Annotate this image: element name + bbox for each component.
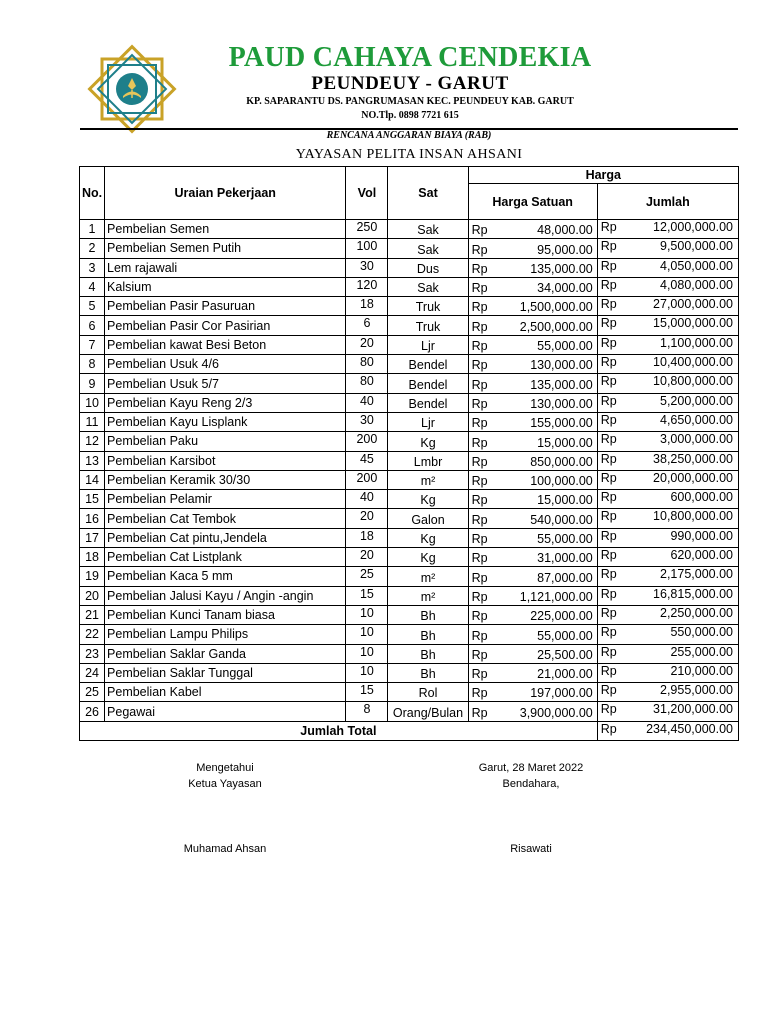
row-unit-price: 55,000.00 (490, 625, 597, 644)
row-unit: Bendel (388, 393, 468, 412)
table-row (80, 605, 739, 624)
foundation-name: YAYASAN PELITA INSAN AHSANI (295, 147, 523, 162)
row-amount: 4,050,000.00 (621, 258, 738, 277)
row-unit-price: 95,000.00 (490, 239, 597, 258)
row-amount: 990,000.00 (621, 528, 738, 547)
row-number: 21 (80, 605, 105, 624)
row-number: 4 (80, 277, 105, 296)
row-number: 18 (80, 548, 105, 567)
row-total-currency: Rp (597, 374, 621, 393)
row-amount: 2,250,000.00 (621, 605, 738, 624)
row-description: Pegawai (105, 702, 346, 721)
row-number: 24 (80, 663, 105, 682)
row-amount: 5,200,000.00 (621, 393, 738, 412)
row-price-currency: Rp (468, 586, 490, 605)
row-volume: 10 (346, 644, 388, 663)
document-title: RENCANA ANGGARAN BIAYA (RAB) (326, 130, 492, 141)
table-row (80, 586, 739, 605)
row-price-currency: Rp (468, 567, 490, 586)
row-number: 19 (80, 567, 105, 586)
row-unit: Orang/Bulan (388, 702, 468, 721)
row-volume: 25 (346, 567, 388, 586)
row-unit-price: 130,000.00 (490, 393, 597, 412)
row-number: 22 (80, 625, 105, 644)
org-address: KP. SAPARANTU DS. PANGRUMASAN KEC. PEUNDEUY KAB. GARUT (246, 96, 574, 107)
table-row (80, 548, 739, 567)
org-location: PEUNDEUY - GARUT (311, 73, 509, 94)
row-total-currency: Rp (597, 548, 621, 567)
row-price-currency: Rp (468, 374, 490, 393)
row-description: Pembelian Keramik 30/30 (105, 470, 346, 489)
row-total-currency: Rp (597, 663, 621, 682)
row-description: Pembelian Cat Tembok (105, 509, 346, 528)
row-unit: Ljr (388, 335, 468, 354)
row-total-currency: Rp (597, 412, 621, 431)
row-amount: 15,000,000.00 (621, 316, 738, 335)
signature-left-name: Muhamad Ahsan (183, 843, 267, 855)
row-total-currency: Rp (597, 528, 621, 547)
row-description: Pembelian Semen Putih (105, 239, 346, 258)
row-description: Pembelian Pasir Pasuruan (105, 297, 346, 316)
row-description: Pembelian Paku (105, 432, 346, 451)
row-volume: 40 (346, 393, 388, 412)
row-volume: 120 (346, 277, 388, 296)
row-number: 12 (80, 432, 105, 451)
row-amount: 12,000,000.00 (621, 220, 738, 239)
header-no: No. (80, 167, 105, 220)
row-price-currency: Rp (468, 528, 490, 547)
row-unit: Bh (388, 605, 468, 624)
row-unit-price: 197,000.00 (490, 683, 597, 702)
row-unit: m² (388, 567, 468, 586)
row-description: Pembelian Saklar Ganda (105, 644, 346, 663)
row-amount: 16,815,000.00 (621, 586, 738, 605)
table-row (80, 702, 739, 721)
row-amount: 4,080,000.00 (621, 277, 738, 296)
row-price-currency: Rp (468, 316, 490, 335)
row-description: Pembelian Usuk 4/6 (105, 355, 346, 374)
row-amount: 10,800,000.00 (621, 509, 738, 528)
row-amount: 20,000,000.00 (621, 470, 738, 489)
row-description: Pembelian Kunci Tanam biasa (105, 605, 346, 624)
row-number: 23 (80, 644, 105, 663)
row-unit: Rol (388, 683, 468, 702)
row-number: 15 (80, 490, 105, 509)
total-label: Jumlah Total (80, 721, 598, 740)
row-price-currency: Rp (468, 412, 490, 431)
row-unit-price: 155,000.00 (490, 412, 597, 431)
table-row (80, 683, 739, 702)
row-unit-price: 21,000.00 (490, 663, 597, 682)
row-description: Pembelian Semen (105, 220, 346, 239)
row-unit-price: 87,000.00 (490, 567, 597, 586)
row-amount: 2,175,000.00 (621, 567, 738, 586)
row-unit: Kg (388, 548, 468, 567)
row-price-currency: Rp (468, 277, 490, 296)
row-number: 11 (80, 412, 105, 431)
row-unit: Galon (388, 509, 468, 528)
row-unit-price: 1,121,000.00 (490, 586, 597, 605)
row-description: Pembelian Cat pintu,Jendela (105, 528, 346, 547)
row-volume: 200 (346, 470, 388, 489)
row-amount: 620,000.00 (621, 548, 738, 567)
row-unit: m² (388, 586, 468, 605)
header-unit: Sat (388, 167, 468, 220)
row-total-currency: Rp (597, 625, 621, 644)
row-unit-price: 1,500,000.00 (490, 297, 597, 316)
row-volume: 20 (346, 335, 388, 354)
row-amount: 3,000,000.00 (621, 432, 738, 451)
row-amount: 2,955,000.00 (621, 683, 738, 702)
table-row (80, 393, 739, 412)
table-row (80, 432, 739, 451)
row-number: 3 (80, 258, 105, 277)
row-unit: Dus (388, 258, 468, 277)
row-volume: 10 (346, 625, 388, 644)
row-total-currency: Rp (597, 355, 621, 374)
row-description: Pembelian Pelamir (105, 490, 346, 509)
row-unit-price: 130,000.00 (490, 355, 597, 374)
org-name: PAUD CAHAYA CENDEKIA (228, 42, 592, 73)
row-description: Lem rajawali (105, 258, 346, 277)
row-number: 8 (80, 355, 105, 374)
row-price-currency: Rp (468, 548, 490, 567)
row-unit: m² (388, 470, 468, 489)
row-description: Pembelian Jalusi Kayu / Angin -angin (105, 586, 346, 605)
row-total-currency: Rp (597, 316, 621, 335)
row-amount: 9,500,000.00 (621, 239, 738, 258)
row-amount: 27,000,000.00 (621, 297, 738, 316)
row-unit: Truk (388, 316, 468, 335)
row-price-currency: Rp (468, 683, 490, 702)
row-number: 10 (80, 393, 105, 412)
row-number: 16 (80, 509, 105, 528)
row-unit-price: 55,000.00 (490, 528, 597, 547)
row-volume: 40 (346, 490, 388, 509)
row-number: 2 (80, 239, 105, 258)
row-unit-price: 31,000.00 (490, 548, 597, 567)
row-unit: Lmbr (388, 451, 468, 470)
row-volume: 10 (346, 663, 388, 682)
row-unit: Sak (388, 239, 468, 258)
row-volume: 15 (346, 586, 388, 605)
row-total-currency: Rp (597, 644, 621, 663)
row-number: 9 (80, 374, 105, 393)
table-row (80, 509, 739, 528)
table-row (80, 663, 739, 682)
table-row (80, 567, 739, 586)
row-unit-price: 55,000.00 (490, 335, 597, 354)
total-row (80, 721, 739, 740)
row-total-currency: Rp (597, 683, 621, 702)
row-description: Pembelian Pasir Cor Pasirian (105, 316, 346, 335)
row-number: 13 (80, 451, 105, 470)
row-price-currency: Rp (468, 220, 490, 239)
row-total-currency: Rp (597, 297, 621, 316)
table-row (80, 470, 739, 489)
row-price-currency: Rp (468, 451, 490, 470)
row-volume: 30 (346, 258, 388, 277)
row-amount: 255,000.00 (621, 644, 738, 663)
row-volume: 6 (346, 316, 388, 335)
total-currency: Rp (597, 721, 621, 740)
row-description: Pembelian Kayu Lisplank (105, 412, 346, 431)
table-row (80, 625, 739, 644)
row-price-currency: Rp (468, 644, 490, 663)
table-row (80, 297, 739, 316)
row-amount: 10,400,000.00 (621, 355, 738, 374)
row-number: 20 (80, 586, 105, 605)
row-total-currency: Rp (597, 586, 621, 605)
row-unit-price: 135,000.00 (490, 258, 597, 277)
row-number: 14 (80, 470, 105, 489)
row-description: Pembelian Karsibot (105, 451, 346, 470)
row-description: Pembelian Saklar Tunggal (105, 663, 346, 682)
row-amount: 1,100,000.00 (621, 335, 738, 354)
row-volume: 15 (346, 683, 388, 702)
row-total-currency: Rp (597, 335, 621, 354)
row-price-currency: Rp (468, 702, 490, 721)
row-unit: Bendel (388, 374, 468, 393)
row-volume: 8 (346, 702, 388, 721)
row-unit: Sak (388, 277, 468, 296)
row-volume: 80 (346, 374, 388, 393)
row-number: 7 (80, 335, 105, 354)
row-amount: 31,200,000.00 (621, 702, 738, 721)
row-unit-price: 15,000.00 (490, 490, 597, 509)
row-volume: 45 (346, 451, 388, 470)
row-amount: 210,000.00 (621, 663, 738, 682)
row-number: 6 (80, 316, 105, 335)
row-description: Pembelian Lampu Philips (105, 625, 346, 644)
row-price-currency: Rp (468, 258, 490, 277)
row-volume: 80 (346, 355, 388, 374)
row-unit: Ljr (388, 412, 468, 431)
row-unit: Bendel (388, 355, 468, 374)
row-description: Pembelian Kabel (105, 683, 346, 702)
row-unit: Bh (388, 663, 468, 682)
row-amount: 4,650,000.00 (621, 412, 738, 431)
row-volume: 20 (346, 509, 388, 528)
row-unit: Bh (388, 644, 468, 663)
table-row (80, 277, 739, 296)
table-row (80, 490, 739, 509)
table-row (80, 412, 739, 431)
row-unit: Kg (388, 528, 468, 547)
row-unit-price: 100,000.00 (490, 470, 597, 489)
row-price-currency: Rp (468, 355, 490, 374)
table-row (80, 258, 739, 277)
row-unit-price: 225,000.00 (490, 605, 597, 624)
row-description: Pembelian kawat Besi Beton (105, 335, 346, 354)
budget-table (79, 166, 739, 741)
table-row (80, 644, 739, 663)
row-price-currency: Rp (468, 470, 490, 489)
row-price-currency: Rp (468, 625, 490, 644)
row-unit-price: 135,000.00 (490, 374, 597, 393)
row-total-currency: Rp (597, 470, 621, 489)
header-price-group: Harga (468, 167, 738, 184)
row-volume: 18 (346, 528, 388, 547)
row-unit-price: 3,900,000.00 (490, 702, 597, 721)
row-total-currency: Rp (597, 393, 621, 412)
row-unit: Kg (388, 432, 468, 451)
row-price-currency: Rp (468, 297, 490, 316)
row-price-currency: Rp (468, 432, 490, 451)
row-volume: 18 (346, 297, 388, 316)
row-amount: 550,000.00 (621, 625, 738, 644)
row-amount: 10,800,000.00 (621, 374, 738, 393)
row-total-currency: Rp (597, 277, 621, 296)
header-volume: Vol (346, 167, 388, 220)
school-logo-icon (86, 43, 178, 135)
row-total-currency: Rp (597, 509, 621, 528)
row-total-currency: Rp (597, 490, 621, 509)
row-unit-price: 15,000.00 (490, 432, 597, 451)
grand-total: 234,450,000.00 (621, 721, 738, 740)
row-volume: 20 (346, 548, 388, 567)
row-price-currency: Rp (468, 393, 490, 412)
row-unit-price: 25,500.00 (490, 644, 597, 663)
row-price-currency: Rp (468, 605, 490, 624)
row-total-currency: Rp (597, 258, 621, 277)
row-description: Pembelian Kaca 5 mm (105, 567, 346, 586)
table-row (80, 451, 739, 470)
row-description: Pembelian Cat Listplank (105, 548, 346, 567)
row-total-currency: Rp (597, 451, 621, 470)
row-price-currency: Rp (468, 490, 490, 509)
row-description: Kalsium (105, 277, 346, 296)
header-unit-price: Harga Satuan (468, 184, 597, 220)
row-volume: 10 (346, 605, 388, 624)
row-unit-price: 48,000.00 (490, 220, 597, 239)
row-number: 1 (80, 220, 105, 239)
row-volume: 200 (346, 432, 388, 451)
row-total-currency: Rp (597, 432, 621, 451)
row-unit-price: 540,000.00 (490, 509, 597, 528)
row-price-currency: Rp (468, 239, 490, 258)
row-volume: 100 (346, 239, 388, 258)
row-number: 5 (80, 297, 105, 316)
table-row (80, 335, 739, 354)
row-price-currency: Rp (468, 335, 490, 354)
row-number: 25 (80, 683, 105, 702)
row-total-currency: Rp (597, 220, 621, 239)
table-row (80, 528, 739, 547)
row-number: 17 (80, 528, 105, 547)
header-amount: Jumlah (597, 184, 738, 220)
table-row (80, 239, 739, 258)
row-description: Pembelian Usuk 5/7 (105, 374, 346, 393)
row-unit-price: 2,500,000.00 (490, 316, 597, 335)
signature-left-role: Ketua Yayasan (188, 778, 262, 790)
table-row (80, 355, 739, 374)
row-unit: Truk (388, 297, 468, 316)
org-phone: NO.Tlp. 0898 7721 615 (361, 110, 459, 121)
row-total-currency: Rp (597, 239, 621, 258)
row-unit-price: 34,000.00 (490, 277, 597, 296)
signature-right-date: Garut, 28 Maret 2022 (478, 762, 584, 774)
table-row (80, 316, 739, 335)
signature-right-name: Risawati (510, 843, 552, 855)
signature-right-role: Bendahara, (502, 778, 560, 790)
row-number: 26 (80, 702, 105, 721)
row-amount: 38,250,000.00 (621, 451, 738, 470)
row-total-currency: Rp (597, 605, 621, 624)
row-total-currency: Rp (597, 702, 621, 721)
row-price-currency: Rp (468, 663, 490, 682)
table-row (80, 220, 739, 239)
row-total-currency: Rp (597, 567, 621, 586)
row-volume: 30 (346, 412, 388, 431)
header-description: Uraian Pekerjaan (105, 167, 346, 220)
row-unit: Sak (388, 220, 468, 239)
row-unit: Kg (388, 490, 468, 509)
row-amount: 600,000.00 (621, 490, 738, 509)
row-unit: Bh (388, 625, 468, 644)
row-price-currency: Rp (468, 509, 490, 528)
table-row (80, 374, 739, 393)
row-description: Pembelian Kayu Reng 2/3 (105, 393, 346, 412)
signature-left-heading: Mengetahui (196, 762, 254, 774)
row-unit-price: 850,000.00 (490, 451, 597, 470)
row-volume: 250 (346, 220, 388, 239)
